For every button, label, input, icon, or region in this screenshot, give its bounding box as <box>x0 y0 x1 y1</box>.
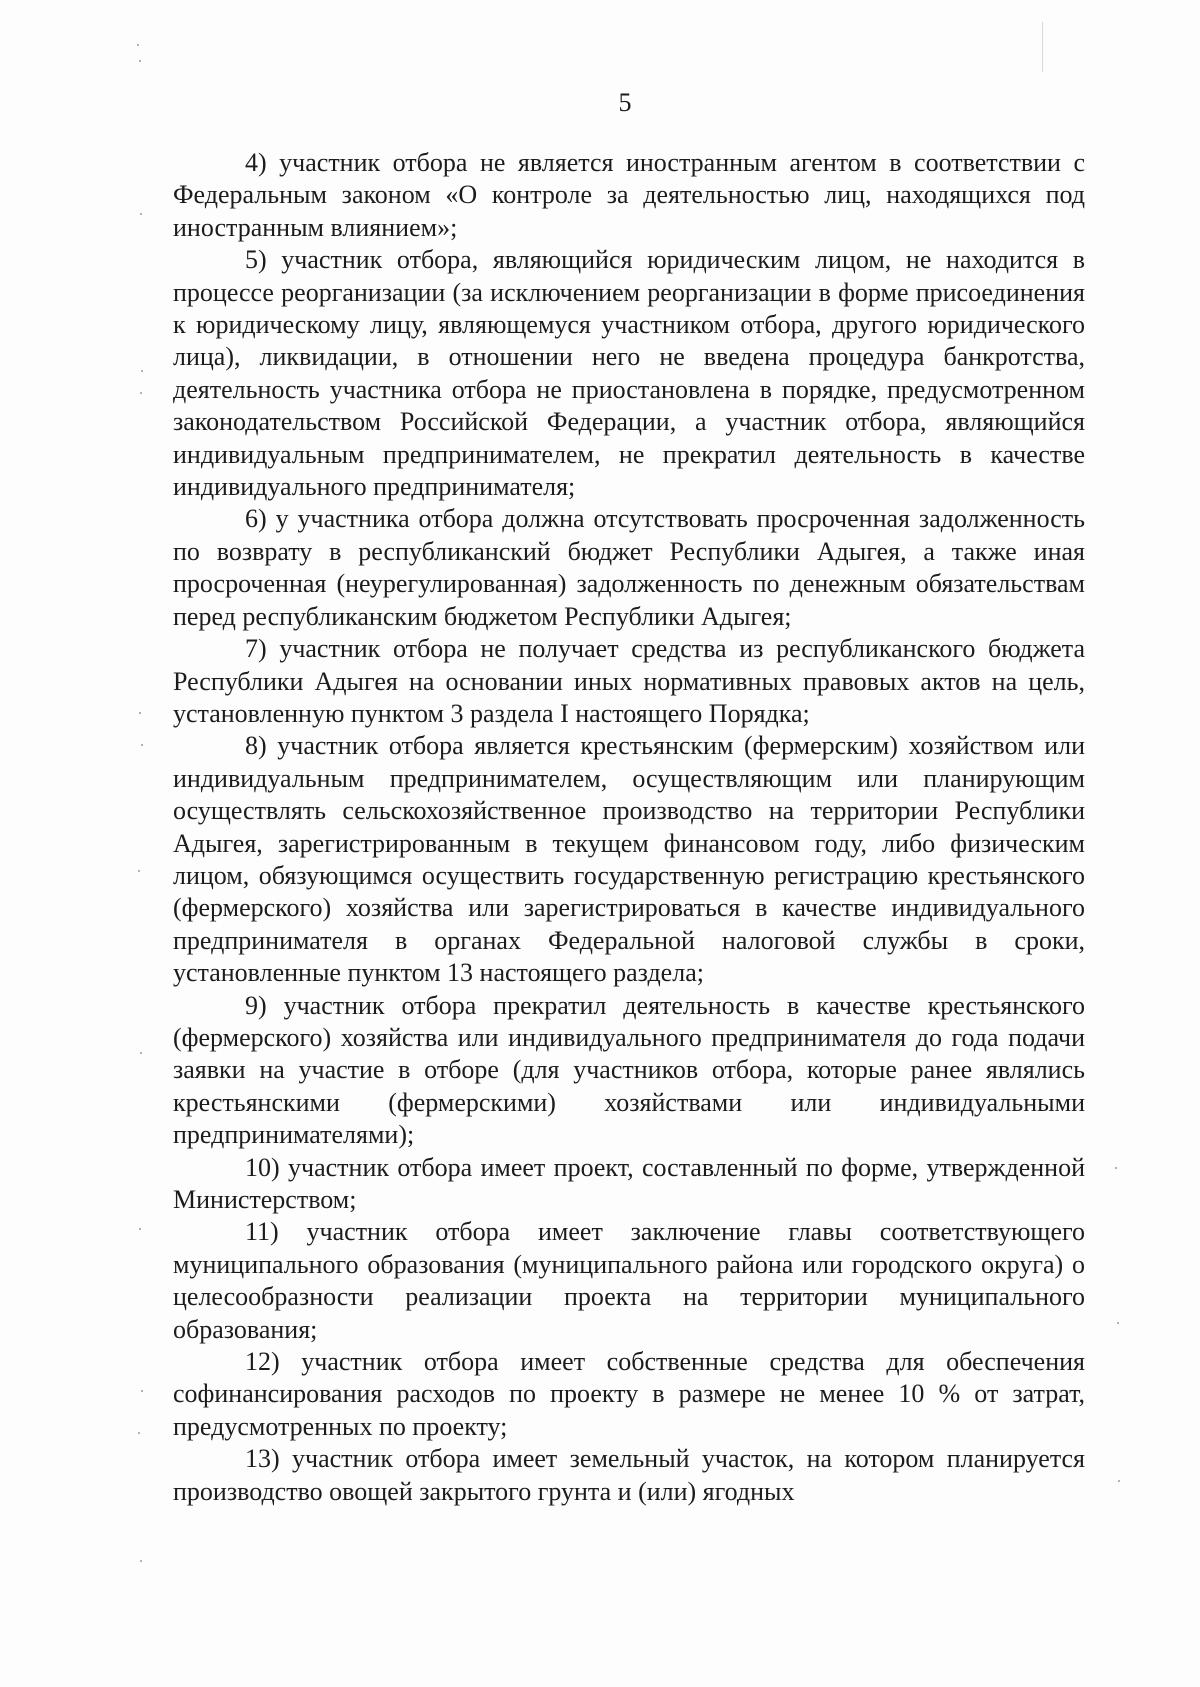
scan-speck <box>139 712 141 714</box>
paragraph-item-8: 8) участник отбора является крестьянским (фермерским) хозяйством или индивидуальным предпринимателем, осуществляющим или планирующим осуществлять сельскохозяйственное производство на территории Республики Адыгея, зарегистрированным в текущем финансовом году, либо физическим лицом, обязующимся осуществить государственную регистрацию крестьянского (фермерского) хозяйства или зарегистрироваться в качестве индивидуального предпринимателя в органах Федеральной налоговой службы в сроки, установленные пунктом 13 настоящего раздела; <box>173 731 1085 988</box>
paragraph-item-11: 11) участник отбора имеет заключение главы соответствующего муниципального образования (муниципального района или городского округа) о целесообразности реализации проекта на территории муниципального образования; <box>173 1217 1085 1344</box>
scan-speck <box>140 213 142 215</box>
scan-speck <box>140 1052 142 1054</box>
paragraph-item-4: 4) участник отбора не является иностранным агентом в соответствии с Федеральным законом «О контроле за деятельностью лиц, находящихся под иностранным влиянием»; <box>173 148 1085 242</box>
scan-speck <box>139 1228 141 1230</box>
paragraph-item-12: 12) участник отбора имеет собственные средства для обеспечения софинансирования расходов по проекту в размере не менее 10 % от затрат, предусмотренных по проекту; <box>173 1347 1085 1441</box>
scan-speck <box>141 370 143 372</box>
scan-speck <box>140 392 142 394</box>
document-body <box>173 147 1085 1508</box>
scan-edge-mark <box>1042 22 1043 72</box>
paragraph-item-10: 10) участник отбора имеет проект, составленный по форме, утвержденной Министерством; <box>173 1152 1085 1214</box>
paragraph-item-9: 9) участник отбора прекратил деятельность в качестве крестьянского (фермерского) хозяйства или индивидуального предпринимателя до года подачи заявки на участие в отборе (для участников отбора, которые ранее являлись крестьянскими (фермерскими) хозяйствами или индивидуальными предпринимателями); <box>173 990 1085 1150</box>
scan-speck <box>138 1432 140 1434</box>
paragraph-item-6: 6) у участника отбора должна отсутствовать просроченная задолженность по возврату в республиканский бюджет Республики Адыгея, а также иная просроченная (неурегулированная) задолженность по денежным обязательствам перед республиканским бюджетом Республики Адыгея; <box>173 504 1085 631</box>
paragraph-item-13: 13) участник отбора имеет земельный участок, на котором планируется производство овощей закрытого грунта и (или) ягодных <box>173 1444 1085 1506</box>
scan-speck <box>140 1560 142 1562</box>
scan-speck <box>138 870 140 872</box>
scan-speck <box>1118 1480 1120 1482</box>
scan-speck <box>141 744 143 746</box>
scan-speck <box>1117 1322 1119 1324</box>
paragraph-item-5: 5) участник отбора, являющийся юридическим лицом, не находится в процессе реорганизации (за исключением реорганизации в форме присоединения к юридическому лицу, являющемуся участником отбора, другого юридического лица), ликвидации, в отношении него не введена процедура банкротства, деятельность участника отбора не приостановлена в порядке, предусмотренном законодательством Российской Федерации, а участник отбора, являющийся индивидуальным предпринимателем, не прекратил деятельность в качестве индивидуального предпринимателя; <box>173 245 1085 502</box>
paragraph-item-7: 7) участник отбора не получает средства из республиканского бюджета Республики Адыгея на основании иных нормативных правовых актов на цель, установленную пунктом 3 раздела I настоящего Порядка; <box>173 634 1085 728</box>
scan-speck <box>141 1390 143 1392</box>
scan-speck <box>139 60 141 62</box>
scan-speck <box>137 44 139 46</box>
scan-speck <box>1115 1167 1117 1169</box>
page-number: 5 <box>618 88 632 117</box>
